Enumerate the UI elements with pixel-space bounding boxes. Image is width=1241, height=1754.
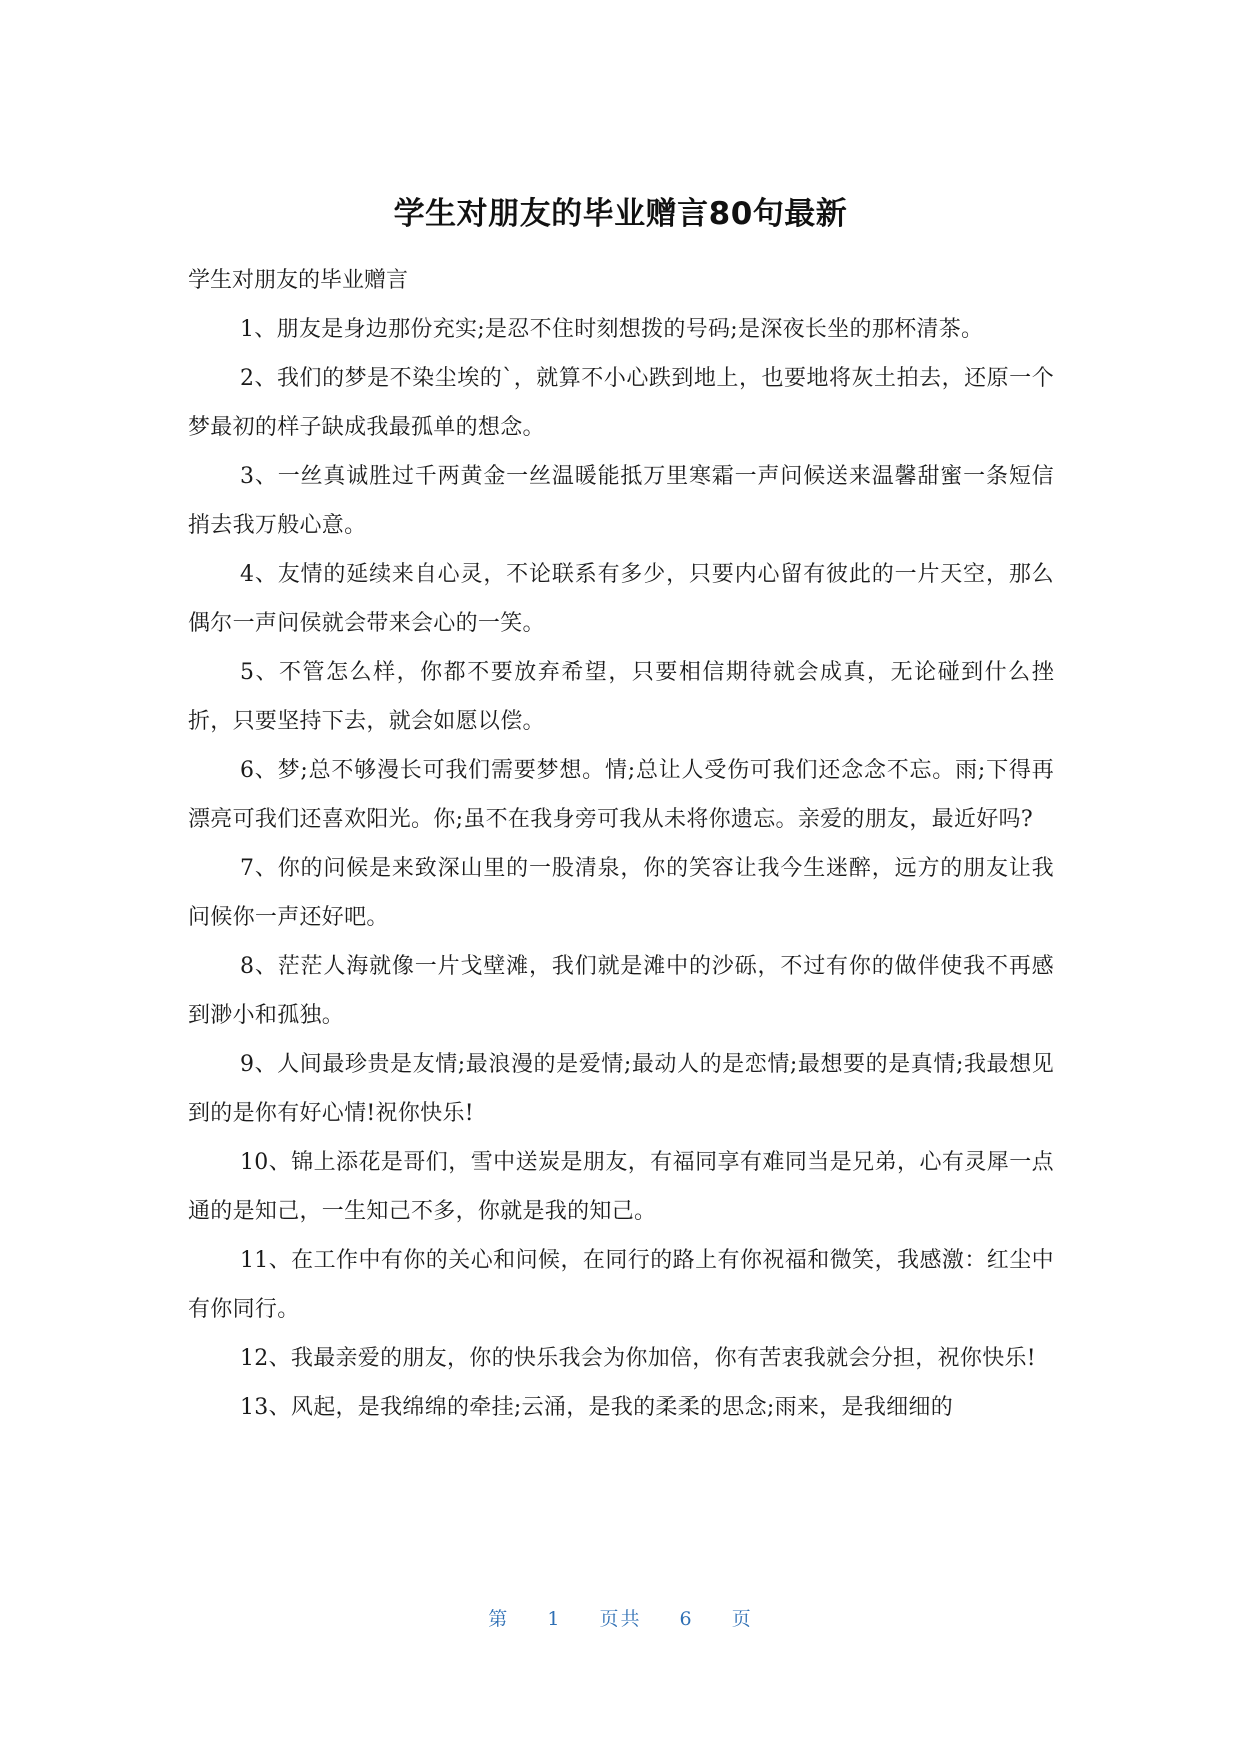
paragraph: 6、梦;总不够漫长可我们需要梦想。情;总让人受伤可我们还念念不忘。雨;下得再漂亮可我们还喜欢阳光。你;虽不在我身旁可我从未将你遗忘。亲爱的朋友，最近好吗?: [188, 758, 1054, 832]
paragraph: 8、茫茫人海就像一片戈壁滩，我们就是滩中的沙砾，不过有你的做伴使我不再感到渺小和孤独。: [188, 954, 1054, 1028]
page-footer: [0, 1604, 1241, 1631]
paragraph: 10、锦上添花是哥们，雪中送炭是朋友，有福同享有难同当是兄弟，心有灵犀一点通的是知己，一生知己不多，你就是我的知己。: [188, 1150, 1054, 1224]
document-subtitle: 学生对朋友的毕业赠言: [188, 268, 409, 293]
paragraph: 3、一丝真诚胜过千两黄金一丝温暖能抵万里寒霜一声问候送来温馨甜蜜一条短信捎去我万般心意。: [188, 464, 1054, 538]
document-title: 学生对朋友的毕业赠言80句最新: [393, 196, 848, 232]
paragraph: 1、朋友是身边那份充实;是忍不住时刻想拨的号码;是深夜长坐的那杯清茶。: [240, 317, 984, 342]
paragraph: 2、我们的梦是不染尘埃的`，就算不小心跌到地上，也要地将灰土拍去，还原一个梦最初的样子缺成我最孤单的想念。: [188, 366, 1054, 440]
paragraph: 9、人间最珍贵是友情;最浪漫的是爱情;最动人的是恋情;最想要的是真情;我最想见到的是你有好心情!祝你快乐!: [188, 1052, 1054, 1126]
document-body: [188, 256, 1054, 1432]
paragraph: 11、在工作中有你的关心和问候，在同行的路上有你祝福和微笑，我感激：红尘中有你同行。: [188, 1248, 1054, 1322]
footer-current-page: 1: [547, 1608, 562, 1630]
paragraph: 13、风起，是我绵绵的牵挂;云涌，是我的柔柔的思念;雨来，是我细细的: [240, 1395, 954, 1420]
paragraph: 5、不管怎么样，你都不要放弃希望，只要相信期待就会成真，无论碰到什么挫折，只要坚持下去，就会如愿以偿。: [188, 660, 1054, 734]
footer-total-pages: 6: [679, 1608, 694, 1630]
paragraph: 4、友情的延续来自心灵，不论联系有多少，只要内心留有彼此的一片天空，那么偶尔一声问侯就会带来会心的一笑。: [188, 562, 1054, 636]
paragraph: 12、我最亲爱的朋友，你的快乐我会为你加倍，你有苦衷我就会分担，祝你快乐!: [240, 1346, 1036, 1371]
paragraph: 7、你的问候是来致深山里的一股清泉，你的笑容让我今生迷醉，远方的朋友让我问候你一声还好吧。: [188, 856, 1054, 930]
footer-middle: 页共: [599, 1608, 642, 1630]
footer-prefix: 第: [488, 1608, 510, 1630]
footer-suffix: 页: [731, 1608, 753, 1630]
